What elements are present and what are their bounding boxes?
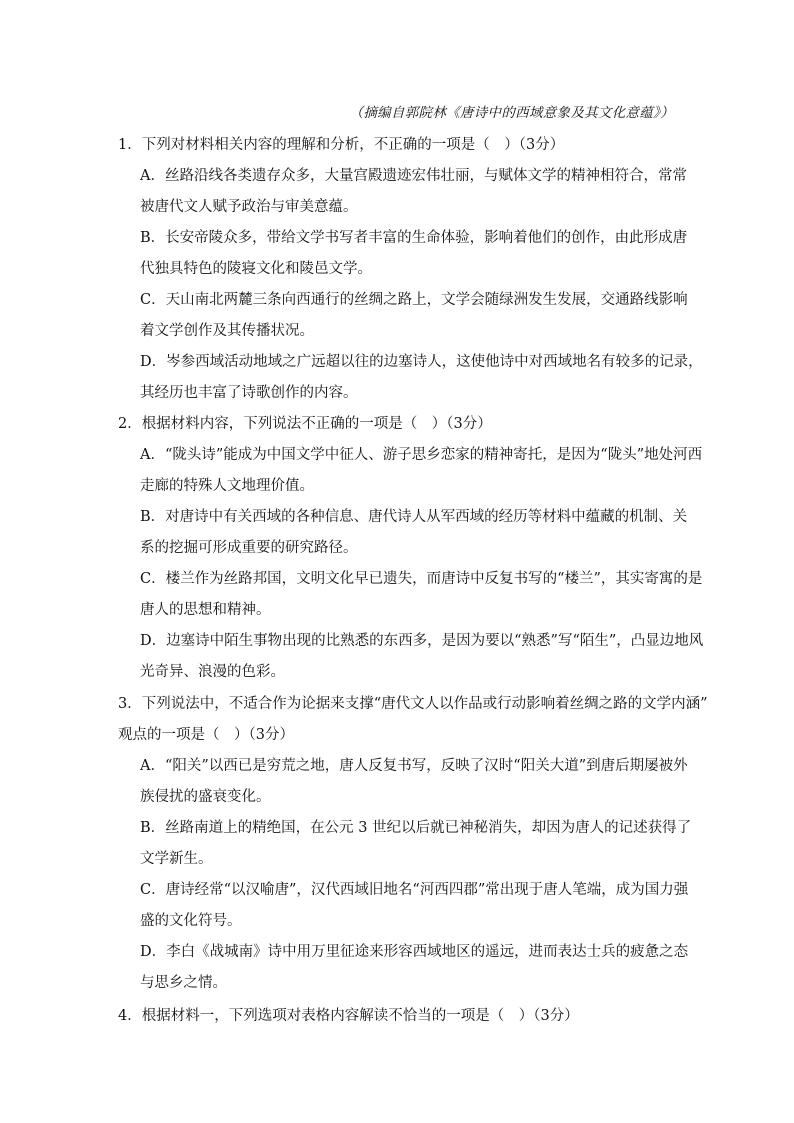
question-1-stem: 1．下列对材料相关内容的理解和分析，不正确的一项是（ ）（3分） bbox=[118, 137, 565, 153]
question-2-stem: 2．根据材料内容，下列说法不正确的一项是（ ）（3分） bbox=[118, 416, 492, 432]
option-line: 文学新生。 bbox=[140, 851, 213, 867]
option-line: B．长安帝陵众多，带给文学书写者丰富的生命体验，影响着他们的创作，由此形成唐 bbox=[140, 230, 688, 246]
option-line: D．李白《战城南》诗中用万里征途来形容西域地区的遥远，进而表达士兵的疲惫之态 bbox=[140, 944, 689, 960]
question-4 bbox=[118, 1001, 688, 1032]
question-3-option-d[interactable] bbox=[140, 937, 688, 999]
option-line: B．丝路南道上的精绝国，在公元 3 世纪以后就已神秘消失，却因为唐人的记述获得了 bbox=[140, 820, 692, 836]
question-3-option-b[interactable] bbox=[140, 813, 692, 875]
question-2-option-a[interactable] bbox=[140, 440, 703, 502]
question-3-stem: 3．下列说法中，不适合作为论据来支撑“唐代文人以作品或行动影响着丝绸之路的文学内涵” bbox=[118, 696, 708, 712]
question-3-option-a[interactable] bbox=[140, 751, 688, 813]
question-1-option-d[interactable] bbox=[140, 347, 703, 409]
option-line: A．丝路沿线各类遗存众多，大量宫殿遗迹宏伟壮丽，与赋体文学的精神相符合，常常 bbox=[140, 168, 687, 184]
question-3-option-c[interactable] bbox=[140, 875, 688, 937]
option-line: 光奇异、浪漫的色彩。 bbox=[140, 664, 285, 680]
option-line: C．天山南北两麓三条向西通行的丝绸之路上，文学会随绿洲发生发展，交通路线影响 bbox=[140, 292, 688, 308]
question-2-option-d[interactable] bbox=[140, 626, 704, 688]
question-1 bbox=[118, 130, 703, 409]
option-line: 其经历也丰富了诗歌创作的内容。 bbox=[140, 385, 358, 401]
option-line: 族侵扰的盛衰变化。 bbox=[140, 789, 271, 805]
option-line: B．对唐诗中有关西域的各种信息、唐代诗人从军西域的经历等材料中蕴藏的机制、关 bbox=[140, 509, 688, 525]
question-3-stem-cont: 观点的一项是（ ）（3分） bbox=[118, 727, 294, 743]
option-line: C．唐诗经常“以汉喻唐”，汉代西域旧地名“河西四郡”常出现于唐人笔端，成为国力强 bbox=[140, 882, 689, 898]
question-2-option-b[interactable] bbox=[140, 502, 688, 564]
option-line: 与思乡之情。 bbox=[140, 975, 227, 991]
option-line: 着文学创作及其传播状况。 bbox=[140, 323, 314, 339]
option-line: A．“陇头诗”能成为中国文学中征人、游子思乡恋家的精神寄托，是因为“陇头”地处河西 bbox=[140, 447, 703, 463]
option-line: 走廊的特殊人文地理价值。 bbox=[140, 478, 314, 494]
option-line: 被唐代文人赋予政治与审美意蕴。 bbox=[140, 199, 358, 215]
question-3 bbox=[118, 689, 708, 999]
source-citation: （摘编自郭院林《唐诗中的西域意象及其文化意蕴》） bbox=[349, 105, 674, 121]
option-line: 代独具特色的陵寝文化和陵邑文学。 bbox=[140, 261, 372, 277]
option-line: A．“阳关”以西已是穷荒之地，唐人反复书写，反映了汉时“阳关大道”到唐后期屡被外 bbox=[140, 758, 688, 774]
question-2 bbox=[118, 409, 704, 688]
question-1-option-b[interactable] bbox=[140, 223, 688, 285]
question-1-option-a[interactable] bbox=[140, 161, 688, 223]
option-line: C．楼兰作为丝路邦国，文明文化早已遗失，而唐诗中反复书写的“楼兰”，其实寄寓的是 bbox=[140, 571, 703, 587]
question-4-stem: 4．根据材料一，下列选项对表格内容解读不恰当的一项是（ ）（3分） bbox=[118, 1008, 579, 1024]
option-line: 系的挖掘可形成重要的研究路径。 bbox=[140, 540, 358, 556]
question-2-option-c[interactable] bbox=[140, 564, 703, 626]
question-1-option-c[interactable] bbox=[140, 285, 688, 347]
option-line: D．岑参西域活动地域之广远超以往的边塞诗人，这使他诗中对西域地名有较多的记录， bbox=[140, 354, 703, 370]
option-line: D．边塞诗中陌生事物出现的比熟悉的东西多，是因为要以“熟悉”写“陌生”，凸显边地风 bbox=[140, 633, 704, 649]
option-line: 唐人的思想和精神。 bbox=[140, 602, 271, 618]
option-line: 盛的文化符号。 bbox=[140, 913, 242, 929]
